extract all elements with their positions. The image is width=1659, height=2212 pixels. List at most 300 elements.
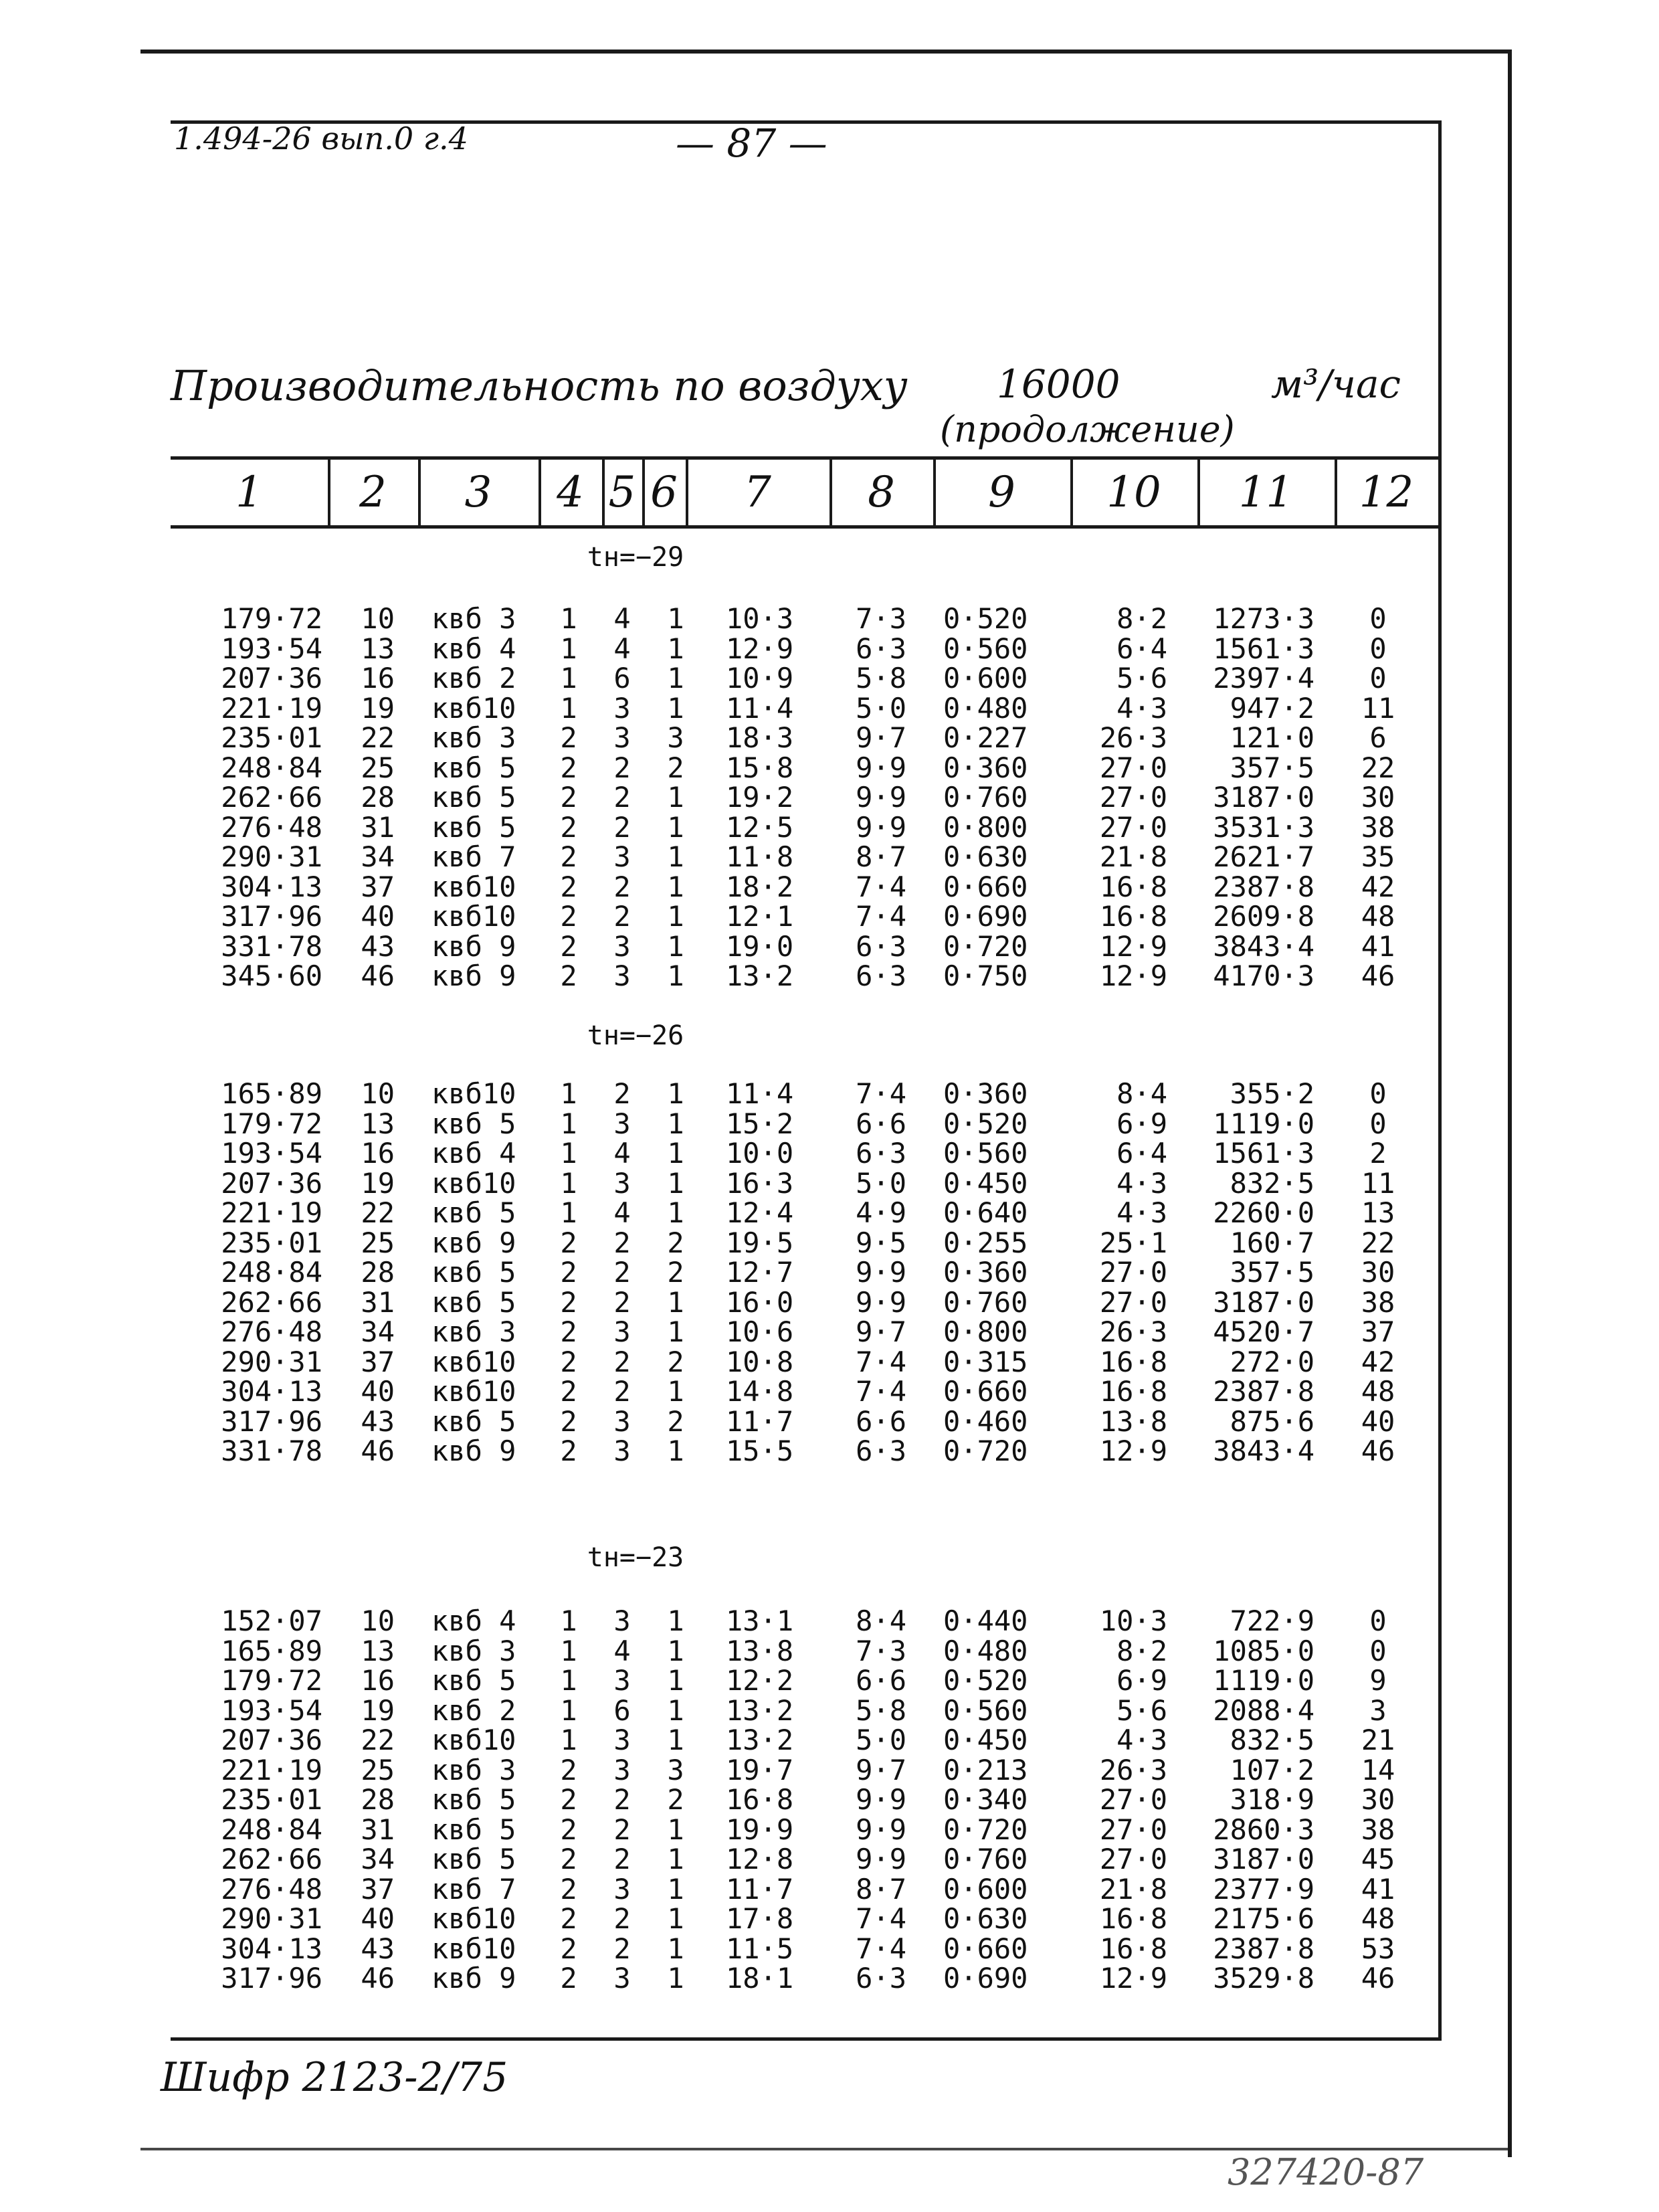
cell-col-12: 48 [1361, 1375, 1395, 1408]
cell-col-7: 12·7 [726, 1256, 794, 1289]
table-row [0, 1257, 1659, 1287]
cell-col-9: 0·720 [943, 929, 1028, 963]
cell-col-12: 0 [1369, 602, 1387, 635]
cell-col-9: 0·520 [943, 1664, 1028, 1697]
cell-col-7: 10·0 [726, 1137, 794, 1170]
cell-col-6: 1 [667, 632, 684, 665]
cell-col-2: 19 [361, 1166, 395, 1200]
cell-col-9: 0·660 [943, 1932, 1028, 1965]
cell-col-5: 2 [613, 751, 631, 784]
cell-col-12: 38 [1361, 1285, 1395, 1319]
cell-col-6: 1 [667, 1962, 684, 1995]
cell-col-9: 0·213 [943, 1753, 1028, 1786]
cell-col-3: квб10 [431, 900, 516, 933]
cell-col-6: 1 [667, 1285, 684, 1319]
cell-col-8: 9·9 [856, 1285, 906, 1319]
cell-col-12: 45 [1361, 1843, 1395, 1875]
cell-col-11: 2387·8 [1213, 1932, 1314, 1965]
cell-col-8: 9·9 [856, 1813, 906, 1846]
cell-col-4: 1 [560, 1604, 577, 1637]
cell-col-10: 21·8 [1099, 1872, 1167, 1906]
table-row [0, 1815, 1659, 1845]
cell-col-2: 28 [361, 1256, 395, 1289]
column-header-8: 8 [868, 468, 895, 517]
cell-col-1: 152·07 [221, 1604, 322, 1637]
cell-col-4: 2 [560, 929, 577, 963]
cell-col-5: 3 [613, 840, 631, 873]
cell-col-10: 27·0 [1099, 1843, 1167, 1875]
cell-col-3: квб 3 [431, 1315, 516, 1348]
cell-col-7: 10·8 [726, 1345, 794, 1378]
cell-col-12: 37 [1361, 1315, 1395, 1348]
cell-col-11: 2377·9 [1213, 1872, 1314, 1906]
cell-col-5: 3 [613, 1107, 631, 1140]
cell-col-5: 2 [613, 1226, 631, 1259]
cell-col-5: 2 [613, 1375, 631, 1408]
column-divider [1070, 458, 1073, 527]
cell-col-2: 22 [361, 1724, 395, 1756]
cell-col-11: 1119·0 [1213, 1107, 1314, 1140]
cell-col-7: 11·7 [726, 1404, 794, 1438]
cell-col-9: 0·255 [943, 1226, 1028, 1259]
cell-col-5: 2 [613, 781, 631, 814]
cell-col-7: 10·9 [726, 662, 794, 695]
cell-col-7: 12·4 [726, 1196, 794, 1229]
cell-col-7: 13·8 [726, 1634, 794, 1667]
cell-col-8: 6·3 [856, 1962, 906, 1995]
cell-col-4: 2 [560, 959, 577, 992]
column-divider [418, 458, 421, 527]
cell-col-3: квб 3 [431, 721, 516, 754]
cell-col-1: 331·78 [221, 929, 322, 963]
cell-col-10: 16·8 [1099, 1932, 1167, 1965]
cell-col-3: квб 7 [431, 1872, 516, 1906]
cell-col-11: 3187·0 [1213, 1285, 1314, 1319]
cell-col-4: 2 [560, 1843, 577, 1875]
cell-col-6: 1 [667, 1107, 684, 1140]
cell-col-5: 2 [613, 1813, 631, 1846]
cell-col-1: 290·31 [221, 840, 322, 873]
cell-col-11: 357·5 [1230, 1256, 1314, 1289]
cell-col-2: 28 [361, 1783, 395, 1816]
cell-col-12: 6 [1369, 721, 1387, 754]
cell-col-8: 9·7 [856, 721, 906, 754]
cell-col-7: 19·9 [726, 1813, 794, 1846]
cell-col-9: 0·800 [943, 810, 1028, 844]
table-row [0, 1844, 1659, 1874]
column-divider [830, 458, 832, 527]
cell-col-6: 1 [667, 1664, 684, 1697]
cell-col-4: 2 [560, 751, 577, 784]
cell-col-6: 1 [667, 781, 684, 814]
cell-col-11: 875·6 [1230, 1404, 1314, 1438]
cell-col-9: 0·315 [943, 1345, 1028, 1378]
table-row [0, 1376, 1659, 1406]
cell-col-12: 46 [1361, 959, 1395, 992]
table-row [0, 1198, 1659, 1228]
cell-col-5: 3 [613, 1435, 631, 1467]
cell-col-8: 7·4 [856, 1375, 906, 1408]
table-row [0, 634, 1659, 664]
cell-col-8: 7·4 [856, 900, 906, 933]
cell-col-2: 22 [361, 1196, 395, 1229]
cell-col-6: 2 [667, 1404, 684, 1438]
cell-col-6: 1 [667, 1315, 684, 1348]
cell-col-11: 2260·0 [1213, 1196, 1314, 1229]
column-divider [686, 458, 688, 527]
cell-col-5: 2 [613, 1256, 631, 1289]
cell-col-5: 2 [613, 1783, 631, 1816]
cell-col-7: 19·2 [726, 781, 794, 814]
cell-col-8: 5·0 [856, 1166, 906, 1200]
cell-col-8: 7·3 [856, 1634, 906, 1667]
cell-col-9: 0·560 [943, 1137, 1028, 1170]
cell-col-8: 7·4 [856, 1902, 906, 1935]
column-header-6: 6 [650, 468, 678, 517]
cell-col-2: 16 [361, 662, 395, 695]
cell-col-3: квб 2 [431, 662, 516, 695]
column-header-12: 12 [1359, 468, 1414, 517]
cell-col-9: 0·520 [943, 602, 1028, 635]
cell-col-3: квб10 [431, 1077, 516, 1110]
cell-col-12: 42 [1361, 870, 1395, 903]
cell-col-8: 5·8 [856, 662, 906, 695]
cell-col-2: 28 [361, 781, 395, 814]
cell-col-3: квб 5 [431, 1664, 516, 1697]
table-row [0, 604, 1659, 634]
cell-col-4: 1 [560, 1664, 577, 1697]
table-row [0, 812, 1659, 842]
cell-col-3: квб 5 [431, 1813, 516, 1846]
cell-col-5: 3 [613, 929, 631, 963]
cell-col-3: квб10 [431, 691, 516, 725]
cell-col-1: 179·72 [221, 602, 322, 635]
cell-col-7: 13·2 [726, 1724, 794, 1756]
column-header-7: 7 [744, 468, 771, 517]
cell-col-1: 262·66 [221, 781, 322, 814]
cell-col-4: 2 [560, 810, 577, 844]
cell-col-6: 2 [667, 1783, 684, 1816]
cell-col-6: 1 [667, 1693, 684, 1727]
cell-col-11: 722·9 [1230, 1604, 1314, 1637]
cell-col-9: 0·600 [943, 662, 1028, 695]
cell-col-12: 41 [1361, 1872, 1395, 1906]
cell-col-4: 1 [560, 1693, 577, 1727]
cell-col-6: 1 [667, 1196, 684, 1229]
cell-col-6: 1 [667, 1604, 684, 1637]
table-row [0, 1636, 1659, 1666]
cell-col-6: 1 [667, 662, 684, 695]
cell-col-2: 13 [361, 1634, 395, 1667]
cell-col-7: 12·9 [726, 632, 794, 665]
cell-col-11: 3187·0 [1213, 781, 1314, 814]
cell-col-8: 9·9 [856, 810, 906, 844]
cell-col-2: 10 [361, 602, 395, 635]
cell-col-12: 14 [1361, 1753, 1395, 1786]
cipher-text: Шифр 2123-2/75 [161, 2054, 508, 2101]
cell-col-11: 1085·0 [1213, 1634, 1314, 1667]
cell-col-10: 27·0 [1099, 1285, 1167, 1319]
cell-col-5: 3 [613, 1315, 631, 1348]
cell-col-12: 0 [1369, 632, 1387, 665]
cell-col-5: 4 [613, 1137, 631, 1170]
table-row [0, 1228, 1659, 1258]
cell-col-4: 2 [560, 900, 577, 933]
cell-col-10: 6·4 [1116, 632, 1167, 665]
cell-col-9: 0·750 [943, 959, 1028, 992]
cell-col-6: 1 [667, 1634, 684, 1667]
cell-col-12: 42 [1361, 1345, 1395, 1378]
cell-col-3: квб 9 [431, 1962, 516, 1995]
column-header-3: 3 [464, 468, 492, 517]
cell-col-9: 0·440 [943, 1604, 1028, 1637]
table-row [0, 1755, 1659, 1785]
cell-col-5: 2 [613, 900, 631, 933]
section-label: tн=−23 [587, 1542, 684, 1573]
cell-col-10: 27·0 [1099, 1783, 1167, 1816]
column-divider [602, 458, 605, 527]
cell-col-10: 16·8 [1099, 1375, 1167, 1408]
cell-col-1: 193·54 [221, 632, 322, 665]
cell-col-12: 0 [1369, 1634, 1387, 1667]
cell-col-3: квб 5 [431, 751, 516, 784]
cell-col-4: 2 [560, 840, 577, 873]
cell-col-4: 2 [560, 1753, 577, 1786]
cell-col-9: 0·227 [943, 721, 1028, 754]
cell-col-8: 6·3 [856, 959, 906, 992]
cell-col-12: 35 [1361, 840, 1395, 873]
cell-col-10: 13·8 [1099, 1404, 1167, 1438]
cell-col-9: 0·720 [943, 1813, 1028, 1846]
cell-col-11: 107·2 [1230, 1753, 1314, 1786]
cell-col-12: 30 [1361, 1783, 1395, 1816]
cell-col-4: 2 [560, 1404, 577, 1438]
cell-col-12: 40 [1361, 1404, 1395, 1438]
cell-col-12: 38 [1361, 1813, 1395, 1846]
cell-col-6: 2 [667, 1256, 684, 1289]
cell-col-7: 18·3 [726, 721, 794, 754]
table-row [0, 872, 1659, 902]
cell-col-1: 179·72 [221, 1664, 322, 1697]
column-divider [539, 458, 541, 527]
cell-col-3: квб 5 [431, 1404, 516, 1438]
cell-col-4: 2 [560, 1902, 577, 1935]
cell-col-2: 31 [361, 810, 395, 844]
cell-col-3: квб 9 [431, 929, 516, 963]
cell-col-10: 6·9 [1116, 1107, 1167, 1140]
cell-col-4: 2 [560, 1872, 577, 1906]
cell-col-10: 4·3 [1116, 1724, 1167, 1756]
cell-col-8: 6·3 [856, 1435, 906, 1467]
cell-col-10: 16·8 [1099, 900, 1167, 933]
cell-col-6: 1 [667, 1843, 684, 1875]
cell-col-10: 5·6 [1116, 1693, 1167, 1727]
cell-col-9: 0·360 [943, 751, 1028, 784]
cell-col-8: 6·6 [856, 1404, 906, 1438]
cell-col-3: квб 5 [431, 1107, 516, 1140]
cell-col-3: квб 5 [431, 1783, 516, 1816]
cell-col-12: 46 [1361, 1435, 1395, 1467]
cell-col-7: 18·1 [726, 1962, 794, 1995]
cell-col-8: 5·0 [856, 1724, 906, 1756]
cell-col-2: 13 [361, 1107, 395, 1140]
cell-col-4: 2 [560, 721, 577, 754]
cell-col-1: 193·54 [221, 1137, 322, 1170]
cell-col-1: 248·84 [221, 1813, 322, 1846]
cell-col-12: 53 [1361, 1932, 1395, 1965]
cell-col-8: 6·6 [856, 1107, 906, 1140]
cell-col-2: 46 [361, 959, 395, 992]
cell-col-6: 1 [667, 1137, 684, 1170]
cell-col-10: 27·0 [1099, 781, 1167, 814]
cell-col-10: 5·6 [1116, 662, 1167, 695]
table-row [0, 1904, 1659, 1934]
cell-col-5: 2 [613, 1345, 631, 1378]
cell-col-1: 317·96 [221, 900, 322, 933]
cell-col-10: 27·0 [1099, 1813, 1167, 1846]
cell-col-2: 10 [361, 1604, 395, 1637]
cell-col-3: квб10 [431, 1166, 516, 1200]
cell-col-8: 8·4 [856, 1604, 906, 1637]
cell-col-1: 207·36 [221, 1724, 322, 1756]
cell-col-4: 1 [560, 1724, 577, 1756]
cell-col-2: 40 [361, 900, 395, 933]
cell-col-2: 19 [361, 691, 395, 725]
cell-col-10: 4·3 [1116, 1166, 1167, 1200]
cell-col-8: 7·4 [856, 1077, 906, 1110]
cell-col-6: 1 [667, 1166, 684, 1200]
cell-col-7: 13·2 [726, 1693, 794, 1727]
cell-col-4: 1 [560, 1077, 577, 1110]
cell-col-3: квб10 [431, 1345, 516, 1378]
cell-col-3: квб 3 [431, 602, 516, 635]
cell-col-6: 2 [667, 1345, 684, 1378]
cell-col-6: 2 [667, 1226, 684, 1259]
cell-col-8: 9·9 [856, 781, 906, 814]
cell-col-3: квб 5 [431, 1196, 516, 1229]
table-row [0, 753, 1659, 783]
title-unit: м³/час [1271, 361, 1401, 407]
cell-col-10: 27·0 [1099, 810, 1167, 844]
cell-col-11: 3531·3 [1213, 810, 1314, 844]
cell-col-3: квб 9 [431, 959, 516, 992]
title-continuation: (продолжение) [940, 408, 1235, 450]
cell-col-3: квб 3 [431, 1753, 516, 1786]
cell-col-1: 207·36 [221, 1166, 322, 1200]
cell-col-5: 2 [613, 870, 631, 903]
cell-col-9: 0·600 [943, 1872, 1028, 1906]
cell-col-1: 304·13 [221, 1375, 322, 1408]
cell-col-8: 4·9 [856, 1196, 906, 1229]
page-number: — 87 — [676, 120, 827, 166]
cell-col-3: квб10 [431, 1724, 516, 1756]
cell-col-2: 34 [361, 840, 395, 873]
cell-col-11: 2088·4 [1213, 1693, 1314, 1727]
cell-col-1: 262·66 [221, 1285, 322, 1319]
cell-col-9: 0·760 [943, 1843, 1028, 1875]
column-header-5: 5 [608, 468, 636, 517]
cell-col-8: 6·3 [856, 632, 906, 665]
cell-col-12: 41 [1361, 929, 1395, 963]
cell-col-1: 207·36 [221, 662, 322, 695]
cell-col-1: 235·01 [221, 1226, 322, 1259]
cell-col-11: 2621·7 [1213, 840, 1314, 873]
cell-col-1: 276·48 [221, 810, 322, 844]
cell-col-1: 304·13 [221, 1932, 322, 1965]
table-row [0, 1606, 1659, 1636]
cell-col-4: 2 [560, 1932, 577, 1965]
cell-col-4: 2 [560, 1813, 577, 1846]
cell-col-3: квб 5 [431, 810, 516, 844]
table-row [0, 901, 1659, 931]
cell-col-4: 2 [560, 1226, 577, 1259]
cell-col-9: 0·450 [943, 1724, 1028, 1756]
cell-col-12: 0 [1369, 1107, 1387, 1140]
cell-col-1: 193·54 [221, 1693, 322, 1727]
cell-col-9: 0·560 [943, 1693, 1028, 1727]
cell-col-11: 1561·3 [1213, 632, 1314, 665]
column-header-9: 9 [988, 468, 1015, 517]
cell-col-10: 8·2 [1116, 1634, 1167, 1667]
cell-col-4: 2 [560, 781, 577, 814]
cell-col-11: 2175·6 [1213, 1902, 1314, 1935]
cell-col-6: 1 [667, 870, 684, 903]
cell-col-1: 235·01 [221, 1783, 322, 1816]
cell-col-5: 3 [613, 1724, 631, 1756]
cell-col-6: 1 [667, 810, 684, 844]
cell-col-2: 46 [361, 1435, 395, 1467]
cell-col-12: 21 [1361, 1724, 1395, 1756]
cell-col-2: 13 [361, 632, 395, 665]
cell-col-7: 17·8 [726, 1902, 794, 1935]
cell-col-11: 357·5 [1230, 751, 1314, 784]
table-row [0, 1109, 1659, 1139]
cell-col-11: 3843·4 [1213, 929, 1314, 963]
cell-col-1: 221·19 [221, 1753, 322, 1786]
column-header-10: 10 [1106, 468, 1161, 517]
cell-col-2: 40 [361, 1902, 395, 1935]
cell-col-6: 1 [667, 1902, 684, 1935]
cell-col-5: 3 [613, 1664, 631, 1697]
cell-col-12: 30 [1361, 781, 1395, 814]
cell-col-9: 0·450 [943, 1166, 1028, 1200]
cell-col-11: 1273·3 [1213, 602, 1314, 635]
cell-col-11: 318·9 [1230, 1783, 1314, 1816]
cell-col-7: 19·5 [726, 1226, 794, 1259]
cell-col-6: 1 [667, 900, 684, 933]
cell-col-2: 43 [361, 1404, 395, 1438]
cell-col-7: 14·8 [726, 1375, 794, 1408]
cell-col-7: 12·1 [726, 900, 794, 933]
cell-col-3: квб10 [431, 1902, 516, 1935]
doc-reference: 1.494-26 вып.0 г.4 [174, 120, 468, 157]
cell-col-6: 1 [667, 1375, 684, 1408]
cell-col-1: 235·01 [221, 721, 322, 754]
cell-col-6: 1 [667, 959, 684, 992]
cell-col-8: 7·3 [856, 602, 906, 635]
cell-col-7: 15·5 [726, 1435, 794, 1467]
cell-col-5: 4 [613, 602, 631, 635]
table-row [0, 1963, 1659, 1993]
cell-col-4: 1 [560, 1166, 577, 1200]
cell-col-7: 18·2 [726, 870, 794, 903]
table-row [0, 1347, 1659, 1377]
cell-col-2: 25 [361, 1753, 395, 1786]
cell-col-10: 8·4 [1116, 1077, 1167, 1110]
cell-col-8: 8·7 [856, 840, 906, 873]
table-row [0, 961, 1659, 991]
cell-col-11: 2860·3 [1213, 1813, 1314, 1846]
